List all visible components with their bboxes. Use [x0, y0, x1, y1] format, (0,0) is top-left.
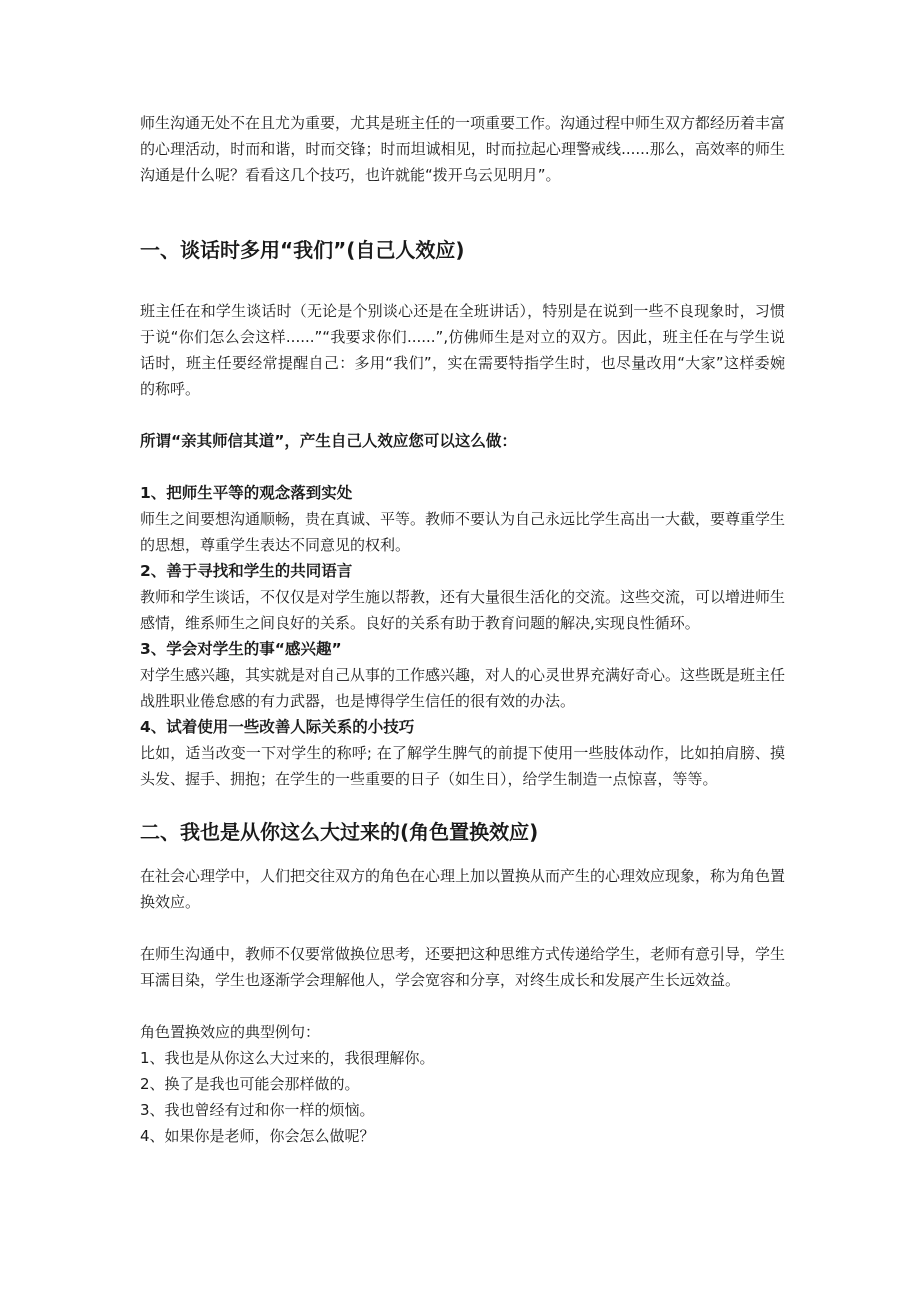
examples-title: 角色置换效应的典型例句：: [140, 1023, 321, 1041]
example-item: 2、换了是我也可能会那样做的。: [140, 1075, 360, 1093]
tip-text: 对学生感兴趣，其实就是对自己从事的工作感兴趣，对人的心灵世界充满好奇心。这些既是班主任战胜职业倦怠感的有力武器，也是博得学生信任的很有效的办法。: [140, 666, 786, 710]
section-2-paragraph-2: 在师生沟通中，教师不仅要常做换位思考，还要把这种思维方式传递给学生，老师有意引导，学生耳濡目染，学生也逐渐学会理解他人，学会宽容和分享，对终生成长和发展产生长远效益。: [140, 945, 786, 989]
tip-heading: 4、试着使用一些改善人际关系的小技巧: [140, 718, 415, 736]
tip-heading: 3、学会对学生的事“感兴趣”: [140, 640, 342, 658]
section-1-subtitle: 所谓“亲其师信其道”，产生自己人效应您可以这么做：: [140, 432, 517, 450]
examples-list: [140, 1045, 785, 1149]
intro-paragraph: 师生沟通无处不在且尤为重要，尤其是班主任的一项重要工作。沟通过程中师生双方都经历着丰富的心理活动，时而和谐，时而交锋；时而坦诚相见，时而拉起心理警戒线......那么，高效率的师生沟通是什么呢？看看这几个技巧，也许就能“拨开乌云见明月”。: [140, 114, 786, 184]
tip-text: 教师和学生谈话，不仅仅是对学生施以帮教，还有大量很生活化的交流。这些交流，可以增进师生感情，维系师生之间良好的关系。良好的关系有助于教育问题的解决,实现良性循环。: [140, 588, 786, 632]
example-item: 4、如果你是老师，你会怎么做呢？: [140, 1127, 375, 1145]
example-item: 3、我也曾经有过和你一样的烦恼。: [140, 1101, 375, 1119]
tip-heading: 2、善于寻找和学生的共同语言: [140, 562, 353, 580]
tip-text: 师生之间要想沟通顺畅，贵在真诚、平等。教师不要认为自己永远比学生高出一大截，要尊重学生的思想，尊重学生表达不同意见的权利。: [140, 510, 786, 554]
document-body: [140, 110, 785, 1149]
section-2-paragraph-1: 在社会心理学中，人们把交往双方的角色在心理上加以置换从而产生的心理效应现象，称为角色置换效应。: [140, 867, 786, 911]
section-2-title: 二、我也是从你这么大过来的(角色置换效应): [140, 820, 539, 844]
tip-heading: 1、把师生平等的观念落到实处: [140, 484, 353, 502]
tip-text: 比如，适当改变一下对学生的称呼; 在了解学生脾气的前提下使用一些肢体动作，比如拍肩膀、摸头发、握手、拥抱；在学生的一些重要的日子（如生日），给学生制造一点惊喜，等等。: [140, 744, 785, 788]
section-1-paragraph: 班主任在和学生谈话时（无论是个别谈心还是在全班讲话），特别是在说到一些不良现象时，习惯于说“你们怎么会这样......”“我要求你们......”,仿佛师生是对立的双方。因此，班主任在与学生说话时，班主任要经常提醒自己：多用“我们”，实在需要特指学生时，也尽量改用“大家”这样委婉的称呼。: [140, 302, 785, 398]
example-item: 1、我也是从你这么大过来的，我很理解你。: [140, 1049, 435, 1067]
section-1-title: 一、谈话时多用“我们”(自己人效应): [140, 238, 465, 262]
tips-list: [140, 480, 785, 792]
